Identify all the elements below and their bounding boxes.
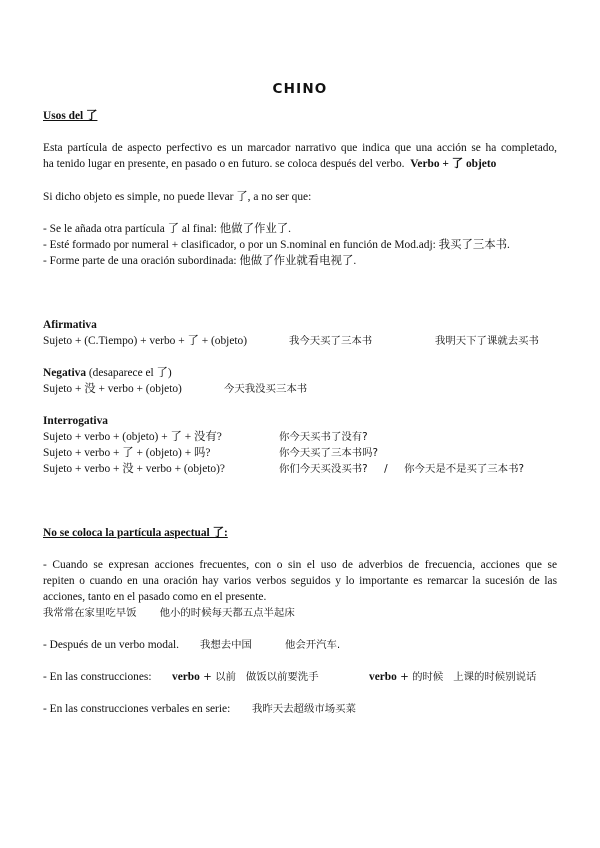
intro-line-2-text: ha tenido lugar en presente, en pasado o en futuro. se coloca después del verbo. — [43, 158, 405, 170]
afirmativa-label: Afirmativa — [43, 319, 97, 331]
usos-heading: Usos del 了 — [43, 110, 98, 122]
no-coloca-heading: No se coloca la partícula aspectual 了: — [43, 527, 228, 539]
frecuentes-line-1: - Cuando se expresan acciones frecuentes, con o sin el uso de adverbios de frecuencia, acciones que se — [43, 559, 557, 571]
intro-paragraph — [43, 140, 557, 172]
frecuentes-line-3: acciones, tanto en el pasado como en el presente. — [43, 591, 267, 603]
simple-object-text: Si dicho objeto es simple, no puede llevar 了, a no ser que: — [43, 191, 312, 203]
frecuentes-examples: 我常常在家里吃早饭 他小的时候每天都五点半起床 — [43, 607, 295, 619]
serie-example: 我昨天去超级市场买菜 — [252, 703, 356, 715]
interrogativa-example-2: 你今天买了三本书吗? — [279, 447, 379, 459]
intro-formula: Verbo + 了 objeto — [410, 158, 497, 170]
afirmativa-example-2: 我明天下了课就去买书 — [435, 335, 539, 347]
page-title: CHINO — [272, 81, 328, 97]
interrogativa-formula-1: Sujeto + verbo + (objeto) + 了 + 没有? — [43, 431, 222, 443]
construccion-1-example: + 以前 做饭以前要洗手 — [199, 671, 319, 683]
serie-text: - En las construcciones verbales en serie: — [43, 703, 231, 715]
afirmativa-formula: Sujeto + (C.Tiempo) + verbo + 了 + (objeto) — [43, 335, 248, 347]
interrogativa-example-3: 你们今天买没买书? / 你今天是不是买了三本书? — [279, 463, 524, 475]
frecuentes-paragraph — [43, 557, 557, 605]
intro-line-1: Esta partícula de aspecto perfectivo es un marcador narrativo que indica que una acción se ha completado, — [43, 142, 557, 154]
negativa-formula: Sujeto + 没 + verbo + (objeto) — [43, 383, 182, 395]
interrogativa-label: Interrogativa — [43, 415, 108, 427]
negativa-heading — [43, 365, 172, 381]
construccion-1-verbo: verbo — [172, 671, 200, 683]
negativa-label: Negativa — [43, 367, 87, 379]
intro-line-2 — [43, 156, 557, 172]
construccion-2-example: + 的时候 上课的时候别说话 — [396, 671, 537, 683]
interrogativa-formula-2: Sujeto + verbo + 了 + (objeto) + 吗? — [43, 447, 211, 459]
construccion-2-verbo: verbo — [369, 671, 397, 683]
interrogativa-formula-3: Sujeto + verbo + 没 + verbo + (objeto)? — [43, 463, 225, 475]
negativa-note: (desaparece el 了) — [86, 367, 172, 379]
condition-3: - Forme parte de una oración subordinada: 他做了作业就看电视了. — [43, 255, 357, 267]
modal-examples: 我想去中国 他会开汽车. — [200, 639, 341, 651]
interrogativa-example-1: 你今天买书了没有? — [279, 431, 368, 443]
modal-text: - Después de un verbo modal. — [43, 639, 180, 651]
frecuentes-line-2: repiten o cuando en una oración hay varios verbos seguidos y lo importante es remarcar la sucesión de las — [43, 575, 557, 587]
condition-1: - Se le añada otra partícula 了 al final: 他做了作业了. — [43, 223, 291, 235]
condition-2: - Esté formado por numeral + clasificador, o por un S.nominal en función de Mod.adj: 我买了三本书. — [43, 239, 510, 251]
afirmativa-example-1: 我今天买了三本书 — [289, 335, 373, 347]
negativa-example: 今天我没买三本书 — [224, 383, 308, 395]
construccion-1 — [172, 669, 319, 685]
construcciones-text: - En las construcciones: — [43, 671, 152, 683]
construccion-2 — [369, 669, 536, 685]
